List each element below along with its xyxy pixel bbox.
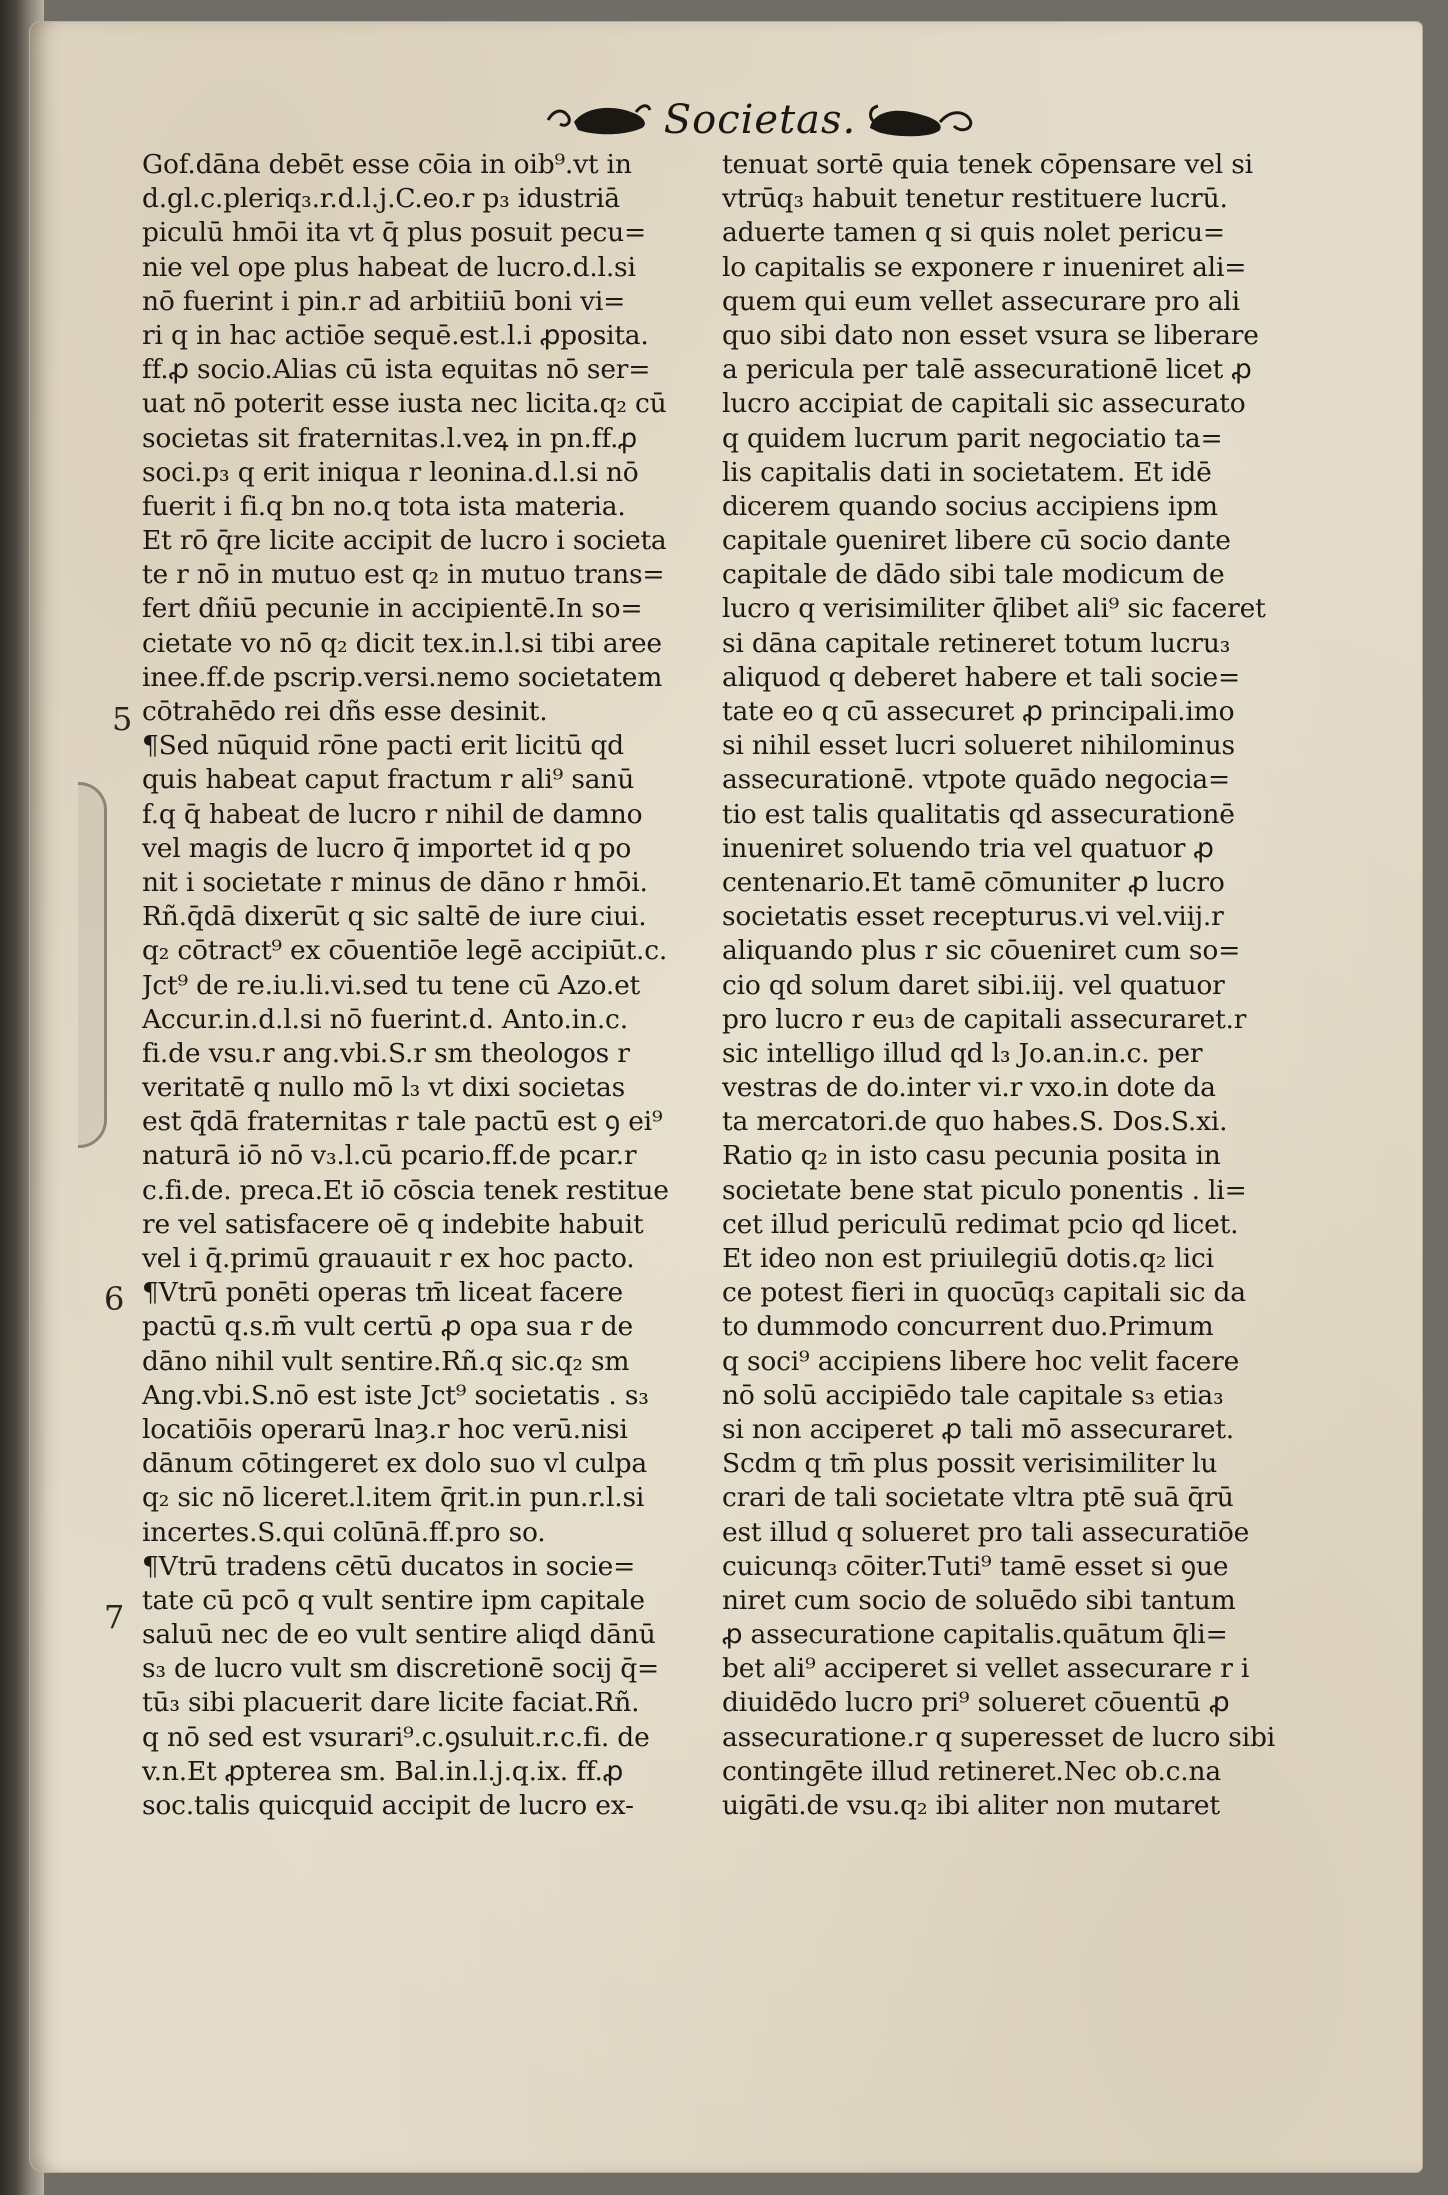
- text-line: incertes.S.qui colūnā.ff.pro so.: [142, 1516, 546, 1548]
- text-line: veritatē q nullo mō l₃ vt dixi societas: [142, 1072, 626, 1104]
- text-line: Jct⁹ de re.iu.li.vi.sed tu tene cū Azo.et: [142, 969, 641, 1001]
- text-line: ¶Sed nūquid rōne pacti erit licitū qd: [142, 730, 624, 762]
- text-line: ꝓ assecuratione capitalis.quātum q̄li=: [722, 1619, 1228, 1651]
- fleuron-left-icon: [544, 98, 654, 142]
- text-line: vtrūq₃ habuit tenetur restituere lucrū.: [722, 183, 1228, 215]
- text-line: Ang.vbi.S.nō est iste Jct⁹ societatis . s₃: [142, 1379, 649, 1411]
- text-line: inee.ff.de pscrip.versi.nemo societatem: [142, 661, 663, 693]
- text-line: inueniret soluendo tria vel quatuor ꝓ: [722, 832, 1214, 864]
- text-line: dāno nihil vult sentire.Rñ.q sic.q₂ sm: [142, 1345, 630, 1377]
- margin-number-6: 6: [104, 1280, 125, 1318]
- text-line: fuerit i fi.q bn no.q tota ista materia.: [142, 490, 626, 522]
- text-line: to dummodo concurrent duo.Primum: [722, 1311, 1214, 1343]
- text-line: nit i societate r minus de dāno r hmōi.: [142, 866, 648, 898]
- text-line: contingēte illud retineret.Nec ob.c.na: [722, 1755, 1221, 1787]
- text-line: saluū nec de eo vult sentire aliqd dānū: [142, 1619, 656, 1651]
- text-line: Gof.dāna debēt esse cōia in oib⁹.vt in: [142, 149, 632, 180]
- text-line: nie vel ope plus habeat de lucro.d.l.si: [142, 251, 636, 283]
- text-line: ff.ꝓ socio.Alias cū ista equitas nō ser=: [142, 354, 651, 386]
- page-clip-band: [78, 782, 107, 1148]
- text-line: societate bene stat piculo ponentis . li=: [722, 1174, 1247, 1206]
- text-line: naturā iō nō v₃.l.cū pcario.ff.de pcar.r: [142, 1140, 637, 1172]
- text-line: nō fuerint i pin.r ad arbitiiū boni vi=: [142, 285, 626, 317]
- text-line: piculū hmōi ita vt q̄ plus posuit pecu=: [142, 217, 646, 249]
- text-line: nō solū accipiēdo tale capitale s₃ etia₃: [722, 1379, 1224, 1411]
- text-line: est q̄dā fraternitas r tale pactū est ꝯ ei⁹: [142, 1106, 663, 1138]
- text-line: q₂ sic nō liceret.l.item q̄rit.in pun.r.l.si: [142, 1482, 645, 1514]
- text-line: Rñ.q̄dā dixerūt q sic saltē de iure ciui.: [142, 901, 647, 933]
- text-line: d.gl.c.pleriq₃.r.d.l.j.C.eo.r p₃ idustriā: [142, 183, 620, 215]
- text-line: Et ideo non est priuilegiū dotis.q₂ lici: [722, 1243, 1214, 1274]
- fleuron-right-icon: [866, 98, 976, 142]
- text-line: pro lucro r eu₃ de capitali assecuraret.r: [722, 1003, 1247, 1035]
- text-line: centenario.Et tamē cōmuniter ꝓ lucro: [722, 866, 1225, 898]
- text-line: f.q q̄ habeat de lucro r nihil de damno: [142, 798, 643, 830]
- text-line: uigāti.de vsu.q₂ ibi aliter non mutaret: [722, 1790, 1220, 1821]
- text-line: assecurationē. vtpote quādo negocia=: [722, 764, 1230, 796]
- text-line: c.fi.de. preca.Et iō cōscia tenek restitue: [142, 1174, 669, 1206]
- text-line: ri q in hac actiōe sequē.est.l.i ꝓposita.: [142, 319, 649, 351]
- right-text-column: [722, 148, 1307, 1823]
- left-text-column: [142, 148, 702, 1823]
- text-line: fi.de vsu.r ang.vbi.S.r sm theologos r: [142, 1037, 630, 1069]
- text-line: v.n.Et ꝓpterea sm. Bal.in.l.j.q.ix. ff.ꝓ: [142, 1755, 624, 1787]
- text-line: lucro q verisimiliter q̄libet ali⁹ sic faceret: [722, 593, 1266, 625]
- text-line: si dāna capitale retineret totum lucru₃: [722, 627, 1231, 659]
- text-line: assecuratione.r q superesset de lucro sibi: [722, 1721, 1276, 1753]
- text-line: tate eo q cū assecuret ꝓ principali.imo: [722, 696, 1235, 727]
- text-line: Scdm q tm̄ plus possit verisimiliter lu: [722, 1448, 1218, 1480]
- text-line: quem qui eum vellet assecurare pro ali: [722, 285, 1240, 317]
- text-line: quis habeat caput fractum r ali⁹ sanū: [142, 764, 635, 796]
- text-line: crari de tali societate vltra ptē suā q̄rū: [722, 1482, 1234, 1514]
- text-line: lis capitalis dati in societatem. Et idē: [722, 456, 1212, 488]
- text-line: fert dñiū pecunie in accipientē.In so=: [142, 593, 643, 625]
- text-line: s₃ de lucro vult sm discretionē socij q̄=: [142, 1653, 660, 1685]
- text-line: aduerte tamen q si quis nolet pericu=: [722, 217, 1225, 249]
- text-line: q soci⁹ accipiens libere hoc velit facere: [722, 1345, 1240, 1377]
- text-line: soc.talis quicquid accipit de lucro ex-: [142, 1790, 634, 1821]
- text-line: vestras de do.inter vi.r vxo.in dote da: [722, 1072, 1216, 1104]
- text-line: societas sit fraternitas.l.veꝝ in pn.ff.ꝓ: [142, 422, 637, 454]
- text-line: lucro accipiat de capitali sic assecurato: [722, 388, 1246, 420]
- text-line: cio qd solum daret sibi.iij. vel quatuor: [722, 969, 1225, 1001]
- text-line: q₂ cōtract⁹ ex cōuentiōe legē accipiūt.c.: [142, 935, 668, 967]
- text-line: te r nō in mutuo est q₂ in mutuo trans=: [142, 559, 665, 591]
- margin-number-7: 7: [104, 1598, 125, 1636]
- text-line: ¶Vtrū tradens cētū ducatos in socie=: [142, 1550, 636, 1582]
- text-line: ta mercatori.de quo habes.S. Dos.S.xi.: [722, 1106, 1228, 1138]
- text-line: diuidēdo lucro pri⁹ solueret cōuentū ꝓ: [722, 1687, 1230, 1719]
- text-line: re vel satisfacere oē q indebite habuit: [142, 1208, 644, 1240]
- running-head-title: Societas.: [663, 97, 857, 143]
- text-line: aliquando plus r sic cōueniret cum so=: [722, 935, 1241, 967]
- text-line: aliquod q deberet habere et tali socie=: [722, 661, 1241, 693]
- text-line: pactū q.s.m̄ vult certū ꝓ opa sua r de: [142, 1311, 633, 1343]
- text-line: uat nō poterit esse iusta nec licita.q₂ cū: [142, 388, 667, 420]
- text-line: si nihil esset lucri solueret nihilominus: [722, 730, 1235, 762]
- text-line: dānum cōtingeret ex dolo suo vl culpa: [142, 1448, 647, 1480]
- text-line: ce potest fieri in quocūq₃ capitali sic da: [722, 1277, 1246, 1309]
- text-line: quo sibi dato non esset vsura se liberare: [722, 319, 1259, 351]
- text-line: cet illud periculū redimat pcio qd licet.: [722, 1208, 1239, 1240]
- text-line: Et rō q̄re licite accipit de lucro i societa: [142, 525, 667, 557]
- margin-number-5: 5: [112, 700, 133, 738]
- text-line: capitale ꝯueniret libere cū socio dante: [722, 525, 1231, 557]
- text-line: tenuat sortē quia tenek cōpensare vel si: [722, 149, 1253, 180]
- text-line: tū₃ sibi placuerit dare licite faciat.Rñ.: [142, 1687, 640, 1719]
- text-line: dicerem quando socius accipiens ipm: [722, 490, 1218, 522]
- text-line: si non acciperet ꝓ tali mō assecuraret.: [722, 1413, 1234, 1445]
- text-line: ¶Vtrū ponēti operas tm̄ liceat facere: [142, 1277, 623, 1309]
- text-line: cietate vo nō q₂ dicit tex.in.l.si tibi aree: [142, 627, 662, 659]
- text-line: tio est talis qualitatis qd assecurationē: [722, 798, 1235, 830]
- running-head-block: [520, 92, 1000, 148]
- text-line: niret cum socio de soluēdo sibi tantum: [722, 1584, 1236, 1616]
- text-line: lo capitalis se exponere r inueniret ali=: [722, 251, 1247, 283]
- text-line: capitale de dādo sibi tale modicum de: [722, 559, 1225, 591]
- text-line: a pericula per talē assecurationē licet ꝓ: [722, 354, 1252, 386]
- text-line: cōtrahēdo rei dñs esse desinit.: [142, 696, 548, 727]
- text-line: Accur.in.d.l.si nō fuerint.d. Anto.in.c.: [142, 1003, 628, 1035]
- text-line: locatiōis operarū lnaȝ.r hoc verū.nisi: [142, 1413, 628, 1445]
- text-line: est illud q solueret pro tali assecuratiōe: [722, 1516, 1250, 1548]
- text-line: bet ali⁹ acciperet si vellet assecurare r i: [722, 1653, 1250, 1685]
- text-line: vel i q̄.primū grauauit r ex hoc pacto.: [142, 1243, 635, 1274]
- text-line: vel magis de lucro q̄ importet id q po: [142, 832, 632, 864]
- text-line: cuicunq₃ cōiter.Tuti⁹ tamē esset si ꝯue: [722, 1550, 1229, 1582]
- text-line: societatis esset recepturus.vi vel.viij.r: [722, 901, 1224, 933]
- text-line: tate cū pcō q vult sentire ipm capitale: [142, 1584, 645, 1616]
- text-line: Ratio q₂ in isto casu pecunia posita in: [722, 1140, 1221, 1172]
- text-line: q quidem lucrum parit negociatio ta=: [722, 422, 1223, 454]
- text-line: q nō sed est vsurari⁹.c.ꝯsuluit.r.c.fi. de: [142, 1721, 650, 1753]
- text-line: sic intelligo illud qd l₃ Jo.an.in.c. per: [722, 1037, 1203, 1069]
- text-line: soci.p₃ q erit iniqua r leonina.d.l.si nō: [142, 456, 639, 488]
